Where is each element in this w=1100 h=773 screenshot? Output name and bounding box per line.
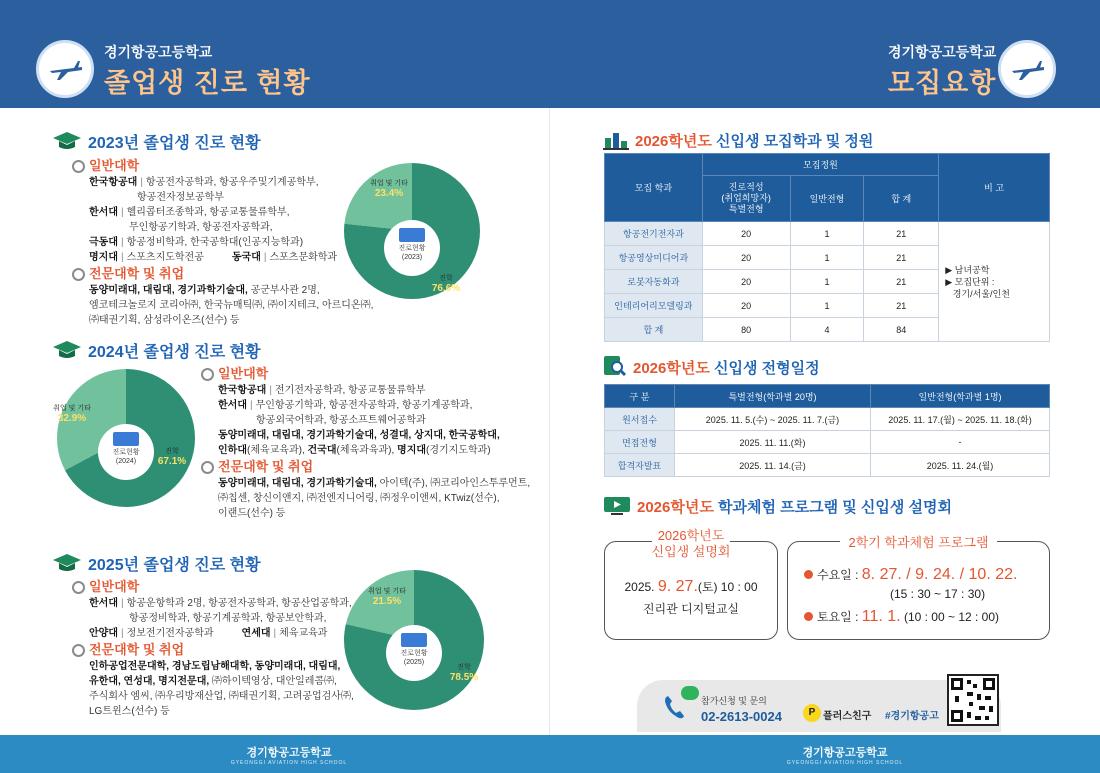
- note-line: 경기/서울/인천: [952, 288, 1010, 299]
- donut-center: [384, 220, 440, 276]
- page-title-right: 모집요항: [888, 68, 997, 98]
- donut-label-employment: [366, 588, 408, 608]
- special-date-cell: 2025. 11. 5.(수) ~ 2025. 11. 7.(금): [675, 408, 871, 431]
- label-text: 취업 및 기타: [53, 405, 91, 412]
- footer-school-name: 경기항공고등학교: [246, 747, 332, 759]
- list-item: [89, 313, 373, 328]
- kakao-plus-friend[interactable]: 플러스친구: [823, 711, 872, 722]
- label-text: 취업 및 기타: [370, 180, 408, 187]
- info-session-date: [605, 578, 777, 596]
- total-cell: 21: [864, 270, 939, 294]
- major-list: 항공운항학과 2명, 항공전자공학과, 항공산업공학과,: [126, 598, 352, 609]
- footer-logo-right: [780, 744, 910, 766]
- note-line: ▶ 남녀공학: [945, 264, 990, 275]
- section-title-2023: [52, 130, 261, 153]
- category-college-employment: 전문대학 및 취업: [89, 265, 373, 283]
- school-name-left: 경기항공고등학교: [104, 44, 213, 60]
- th-total: 합 계: [864, 176, 939, 222]
- list-item: [89, 283, 373, 298]
- major-list: 무인항공기학과, 항공전자공학과, 항공기계공학과,: [255, 400, 473, 411]
- box-title: [788, 532, 1049, 552]
- major-list: 항공외국어학과, 항공소프트웨어공학과: [256, 415, 426, 426]
- category-university: 일반대학: [89, 157, 373, 175]
- label-text: 진학: [165, 448, 179, 455]
- list-item: [218, 506, 530, 521]
- employment-list: 공군부사관 2명,: [247, 285, 320, 296]
- school-name: 한서대: [89, 207, 118, 218]
- school-name: 한국항공대: [218, 385, 267, 396]
- section-title-quota: [603, 128, 873, 151]
- list-item: [256, 413, 530, 428]
- list-item: [218, 443, 530, 458]
- footer-band: [0, 735, 1100, 773]
- dept-cell: 로봇자동화과: [605, 270, 703, 294]
- chart-podium-icon: [603, 128, 629, 150]
- major-list: 항공정비학과, 한국공학대(인공지능학과): [126, 237, 304, 248]
- general-date-cell: 2025. 11. 24.(월): [871, 454, 1050, 477]
- box-title-line: 2026학년도: [652, 528, 731, 543]
- donut-center: [98, 424, 154, 480]
- major-list: 헬리콥터조종학과, 항공교통물류학부,: [126, 207, 290, 218]
- title-text: 학과체험 프로그램 및 신입생 설명회: [713, 499, 953, 516]
- airplane-icon: [48, 59, 84, 81]
- special-cell: 20: [702, 294, 790, 318]
- box-title-text: 2학기 학과체험 프로그램: [840, 535, 996, 550]
- major-list: 체육교육과: [279, 628, 328, 639]
- donut-label-study: [426, 275, 466, 295]
- wednesday-time: (15 : 30 ~ 17 : 30): [890, 587, 986, 601]
- footer-school-name: 경기항공고등학교: [802, 747, 888, 759]
- schedule-table: [604, 384, 1050, 477]
- employment-list: 주식회사 엠씨, ㈜우리방재산업, ㈜태권기획, 고려공업검사㈜,: [89, 691, 354, 702]
- section-title-program: [603, 496, 952, 517]
- category-university: 일반대학: [89, 578, 354, 596]
- school-name: 한국항공대: [89, 177, 138, 188]
- total-cell: 21: [864, 294, 939, 318]
- employment-list: 아이텍(주), ㈜코리아인스투루먼트,: [376, 478, 531, 489]
- table-row: [605, 222, 1050, 246]
- special-date-cell: 2025. 11. 11.(화): [675, 431, 871, 454]
- chat-bubble-icon: [681, 686, 699, 700]
- school-logo-left: [36, 40, 94, 98]
- desk-icon: [113, 432, 139, 446]
- note-line: ▶ 모집단위 :: [945, 276, 995, 287]
- table-row: [605, 408, 1050, 431]
- step-cell: 합격자발표: [605, 454, 675, 477]
- kakao-plus-icon: P: [803, 704, 821, 722]
- school-names: 동양미래대, 대림대, 경기과학기술대,: [218, 478, 377, 489]
- title-year: 2026학년도: [633, 360, 710, 377]
- total-cell: 84: [864, 318, 939, 342]
- donut-center-label: 진로현황: [400, 650, 428, 657]
- note-cell: [939, 222, 1050, 342]
- school-name: 명지대: [397, 445, 427, 456]
- total-cell: 21: [864, 222, 939, 246]
- school-logo-right: [998, 40, 1056, 98]
- major-list: 전기전자공학과, 항공교통물류학부: [274, 385, 426, 396]
- general-cell: 1: [790, 246, 864, 270]
- donut-center-year: (2025): [403, 659, 425, 666]
- bullet-dot: [804, 570, 813, 579]
- list-item: 명지대 | 스포츠지도학전공 동국대 | 스포츠문화학과: [89, 252, 338, 263]
- pct-value: 67.1%: [157, 456, 187, 467]
- total-cell: 21: [864, 246, 939, 270]
- major-list: 정보전기전자공학과: [126, 628, 214, 639]
- graduation-cap-icon: [52, 131, 82, 151]
- special-date-cell: 2025. 11. 14.(금): [675, 454, 871, 477]
- dept-cell: 인테리어리모델링과: [605, 294, 703, 318]
- list-item: [137, 190, 373, 205]
- section-title-2024: [52, 339, 261, 362]
- list-item: [218, 491, 530, 506]
- desk-icon: [399, 228, 425, 242]
- dept-cell: 항공영상미디어과: [605, 246, 703, 270]
- category-university: 일반대학: [218, 365, 530, 383]
- donut-center: [386, 625, 442, 681]
- page-divider: [549, 108, 550, 735]
- monitor-play-icon: [603, 496, 631, 516]
- box-title-line: 신입생 설명회: [646, 544, 737, 559]
- list-item: 안양대 | 정보전기전자공학과 연세대 | 체육교육과: [89, 628, 328, 639]
- list-item: [218, 428, 530, 443]
- employment-list: 이랜드(선수) 등: [218, 508, 286, 519]
- th-quota: 모집정원: [702, 154, 938, 176]
- pct-value: 76.6%: [431, 283, 461, 294]
- th-general: 일반전형: [790, 176, 864, 222]
- list-item: 한서대 | 무인항공기학과, 항공전자공학과, 항공기계공학과,: [218, 400, 473, 411]
- career-list-2024: [201, 365, 530, 521]
- school-name: 한서대: [218, 400, 247, 411]
- donut-center-year: (2023): [401, 254, 423, 261]
- day-dates: 11. 1.: [861, 608, 901, 625]
- th-note: 비 고: [939, 154, 1050, 222]
- label-text: 취업 및 기타: [368, 588, 406, 595]
- title-year: 2026학년도: [637, 499, 714, 516]
- career-list-2023: [72, 157, 373, 328]
- list-item: 한국항공대 | 항공전자공학과, 항공우주및기계공학부,: [89, 177, 319, 188]
- special-cell: 80: [702, 318, 790, 342]
- section-title-schedule: [603, 355, 820, 378]
- step-cell: 원서접수: [605, 408, 675, 431]
- contact-phone[interactable]: 02-2613-0024: [701, 709, 782, 724]
- footer-logo-left: [224, 744, 354, 766]
- major-list: 항공전자정보공학부: [137, 192, 224, 203]
- experience-program-box: [787, 535, 1050, 640]
- major-list: 스포츠지도학전공: [126, 252, 204, 263]
- magnifier-document-icon: [603, 355, 627, 377]
- list-item: [89, 674, 354, 689]
- bullet-dot: [804, 612, 813, 621]
- section-title-text: 2024년 졸업생 진로 현황: [88, 344, 261, 361]
- page-title-left: 졸업생 진로 현황: [104, 68, 311, 98]
- pct-value: 23.4%: [374, 188, 404, 199]
- th-dept: 모집 학과: [605, 154, 703, 222]
- special-cell: 20: [702, 246, 790, 270]
- info-session-place: 진리관 디지털교실: [642, 602, 740, 616]
- footer-school-name-en: GYEONGGI AVIATION HIGH SCHOOL: [786, 760, 904, 766]
- category-college-employment: 전문대학 및 취업: [218, 458, 530, 476]
- list-item: [129, 611, 354, 626]
- donut-center-label: 진로현황: [398, 245, 426, 252]
- major-list: (체육교육과),: [246, 445, 308, 456]
- dept-cell: 합 계: [605, 318, 703, 342]
- school-name: 연세대: [241, 628, 271, 639]
- career-list-2025: [72, 578, 354, 719]
- title-text: 신입생 모집학과 및 정원: [711, 133, 874, 150]
- major-list: 항공전자공학과, 항공우주및기계공학부,: [145, 177, 319, 188]
- day-label: 수요일 :: [817, 568, 862, 582]
- pct-value: 32.9%: [57, 413, 87, 424]
- label-text: 진학: [439, 275, 453, 282]
- day-dates: 8. 27. / 9. 24. / 10. 22.: [861, 566, 1018, 583]
- school-name: 건국대: [307, 445, 337, 456]
- donut-label-study: [152, 448, 192, 468]
- list-item: 한국항공대 | 전기전자공학과, 항공교통물류학부: [218, 385, 426, 396]
- table-row: [605, 454, 1050, 477]
- employment-list: ㈜태권기획, 삼성라이온즈(선수) 등: [89, 315, 240, 326]
- step-cell: 면접전형: [605, 431, 675, 454]
- major-list: 무인항공기학과, 항공전자공학과,: [129, 222, 273, 233]
- list-item: [89, 689, 354, 704]
- th-special: 특별전형(학과별 20명): [675, 385, 871, 408]
- general-date-cell: 2025. 11. 17.(월) ~ 2025. 11. 18.(화): [871, 408, 1050, 431]
- donut-center-label: 진로현황: [112, 449, 140, 456]
- qr-code-icon: [949, 676, 997, 724]
- title-text: 신입생 전형일정: [709, 360, 820, 377]
- donut-label-study: [444, 664, 484, 684]
- school-names: 유한대, 연성대, 명지전문대,: [89, 676, 210, 687]
- graduation-cap-icon: [52, 340, 82, 360]
- general-cell: 1: [790, 270, 864, 294]
- major-list: (경기지도학과): [426, 445, 491, 456]
- employment-list: ㈜하이텍영상, 대안일레콤㈜,: [209, 676, 337, 687]
- footer-school-name-en: GYEONGGI AVIATION HIGH SCHOOL: [230, 760, 348, 766]
- th-division: 구 분: [605, 385, 675, 408]
- school-name: 명지대: [89, 252, 118, 263]
- date-prefix: 2025.: [624, 580, 658, 594]
- school-name-right: 경기항공고등학교: [888, 44, 997, 60]
- pct-value: 78.5%: [449, 672, 479, 683]
- day-time: (10 : 00 ~ 12 : 00): [900, 610, 1000, 624]
- major-list: (체육과육과),: [336, 445, 398, 456]
- th-special: 진로적성 (취업희망자) 특별전형: [702, 176, 790, 222]
- school-name: 안양대: [89, 628, 118, 639]
- general-cell: 4: [790, 318, 864, 342]
- list-item: 한서대 | 헬리콥터조종학과, 항공교통물류학부,: [89, 207, 290, 218]
- school-names: 동양미래대, 대림대, 경기과학기술대, 성결대, 상지대, 한국공학대,: [218, 430, 500, 441]
- qr-code[interactable]: [947, 674, 999, 726]
- donut-center-year: (2024): [115, 458, 137, 465]
- list-item: [218, 476, 530, 491]
- school-name: 극동대: [89, 237, 118, 248]
- employment-list: 엠코테크놀로지 코리아㈜, 한국뉴매틱㈜, ㈜이지테크, 아르디온㈜,: [89, 300, 374, 311]
- list-item: [129, 220, 373, 235]
- section-title-text: 2023년 졸업생 진로 현황: [88, 135, 261, 152]
- school-names: 동양미래대, 대림대, 경기과학기술대,: [89, 285, 248, 296]
- contact-label: 참가신청 및 문의: [701, 696, 767, 706]
- special-cell: 20: [702, 222, 790, 246]
- section-title-text: 2025년 졸업생 진로 현황: [88, 557, 261, 574]
- school-name: 인하대: [218, 445, 247, 456]
- graduation-cap-icon: [52, 553, 82, 573]
- hashtag: #경기항공고: [885, 711, 939, 722]
- list-item: 극동대 | 항공정비학과, 한국공학대(인공지능학과): [89, 237, 304, 248]
- list-item: 한서대 | 항공운항학과 2명, 항공전자공학과, 항공산업공학과,: [89, 598, 352, 609]
- special-cell: 20: [702, 270, 790, 294]
- major-list: 항공정비학과, 항공기계공학과, 항공보안학과,: [129, 613, 327, 624]
- list-item: [89, 659, 354, 674]
- school-names: 인하공업전문대학, 경남도립남해대학, 동양미래대, 대림대,: [89, 661, 341, 672]
- day-label: 토요일 :: [817, 610, 862, 624]
- pct-value: 21.5%: [372, 596, 402, 607]
- major-list: 스포츠문화학과: [269, 252, 338, 263]
- label-text: 진학: [457, 664, 471, 671]
- school-name: 한서대: [89, 598, 118, 609]
- title-year: 2026학년도: [635, 133, 712, 150]
- general-cell: 1: [790, 294, 864, 318]
- info-session-box: [604, 528, 778, 640]
- saturday-row: [804, 608, 999, 626]
- quota-table: [604, 153, 1050, 342]
- airplane-icon: [1010, 59, 1046, 81]
- list-item: [89, 298, 373, 313]
- section-title-2025: [52, 552, 261, 575]
- date-highlight: 9. 27.: [657, 578, 698, 595]
- date-suffix: (토) 10 : 00: [697, 580, 758, 594]
- category-college-employment: 전문대학 및 취업: [89, 641, 354, 659]
- general-cell: 1: [790, 222, 864, 246]
- employment-list: ㈜칩센, 창신이앤지, ㈜전엔지니어링, ㈜정우이앤씨, KTwiz(선수),: [218, 493, 500, 504]
- list-item: [89, 704, 354, 719]
- desk-icon: [401, 633, 427, 647]
- employment-list: LG트윈스(선수) 등: [89, 706, 170, 717]
- th-general: 일반전형(학과별 1명): [871, 385, 1050, 408]
- general-date-cell: -: [871, 431, 1050, 454]
- donut-label-employment: [368, 180, 410, 200]
- header-band: [0, 0, 1100, 108]
- donut-label-employment: [52, 405, 92, 425]
- dept-cell: 항공전기전자과: [605, 222, 703, 246]
- school-name: 동국대: [231, 252, 261, 263]
- wednesday-row: [804, 566, 1017, 584]
- table-row: [605, 431, 1050, 454]
